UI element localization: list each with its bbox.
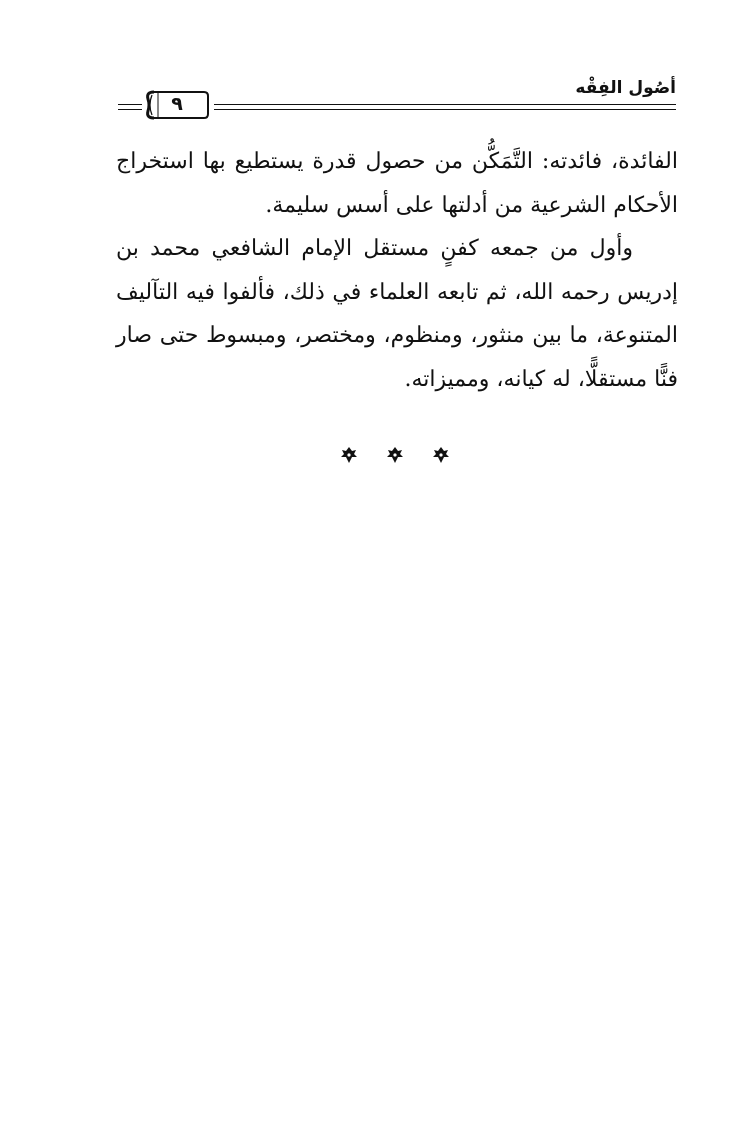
body-text bbox=[116, 140, 678, 401]
header-rule-long bbox=[214, 104, 676, 110]
running-header-title: أصُول الفِقْه bbox=[575, 78, 676, 98]
decorative-flower-icon bbox=[340, 446, 358, 464]
page-number: ٩ bbox=[171, 93, 183, 115]
page-number-frame bbox=[144, 89, 210, 121]
paragraph-2: وأول من جمعه كفنٍ مستقل الإمام الشافعي محمد بن إدريس رحمه الله، ثم تابعه العلماء في ذلك، فألفوا فيه التآليف المتنوعة، ما بين منثور، ومنظوم، ومختصر، ومبسوط حتى صار فنًّا مستقلًّا، له كيانه، ومميزاته. bbox=[116, 236, 678, 392]
paragraph-1: الفائدة، فائدته: التَّمَكُّن من حصول قدرة يستطيع بها استخراج الأحكام الشرعية من أدلتها على أسس سليمة. bbox=[116, 149, 678, 218]
header-rule-short bbox=[118, 104, 142, 110]
section-end-ornaments bbox=[340, 446, 450, 466]
decorative-flower-icon bbox=[386, 446, 404, 464]
decorative-flower-icon bbox=[432, 446, 450, 464]
